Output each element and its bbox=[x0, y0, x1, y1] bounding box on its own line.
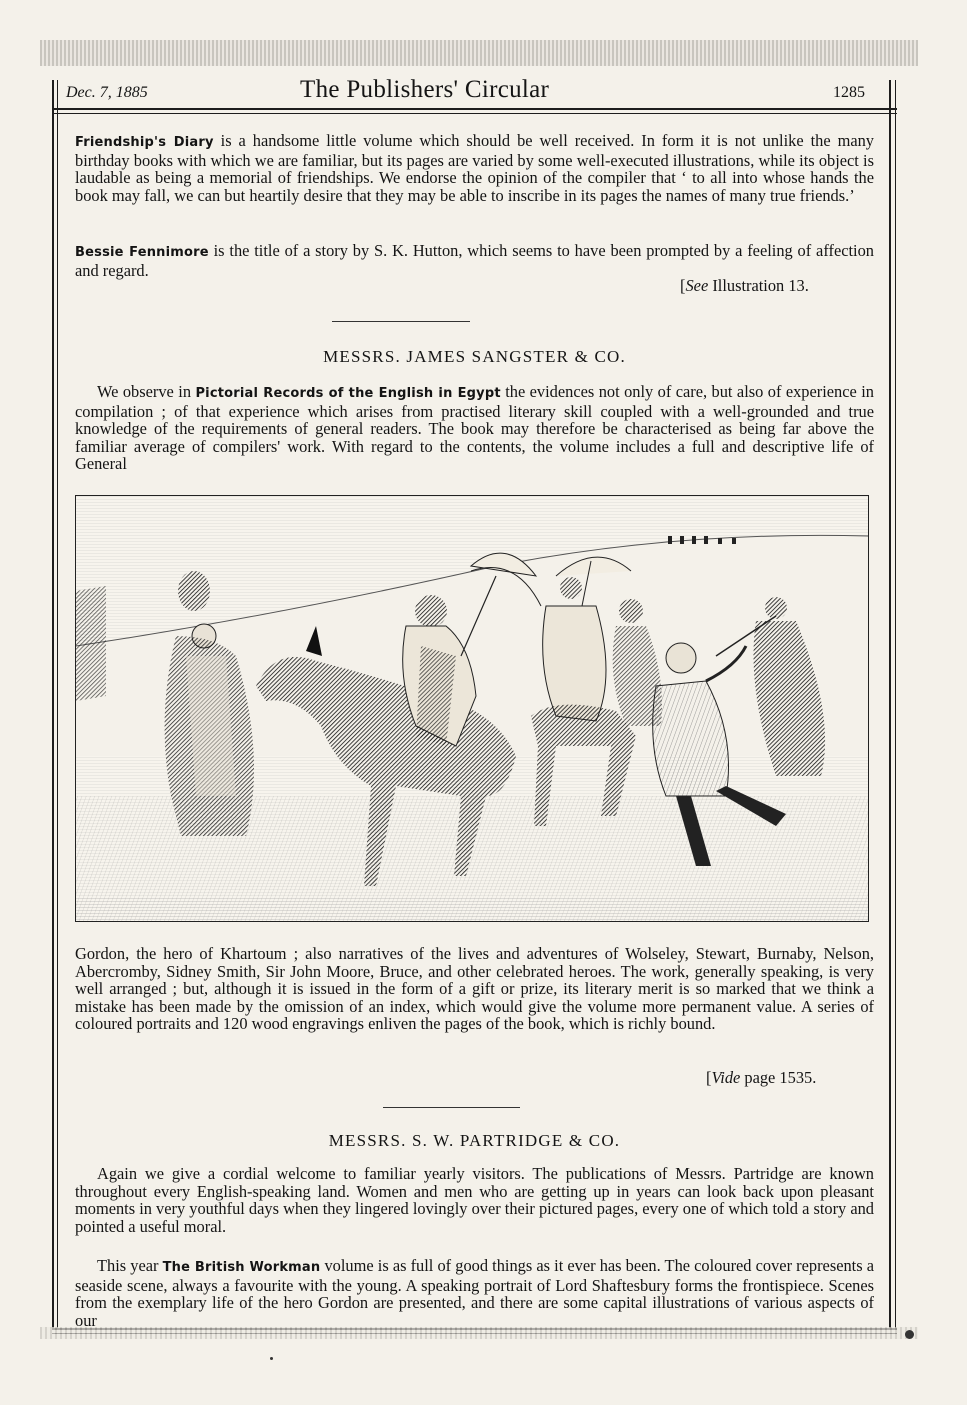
sangster-text: the evidences not only of care, but also of experience in compilation ; of that experience which arises from practised literary skill coupled with a well-grounded and true knowledge of the requirements of general readers. The book may therefore be characterised as being far above the familiar average of compilers' work. With regard to the contents, the volume includes a full and descriptive life of General bbox=[75, 382, 874, 474]
book-title-bessie-fennimore: Bessie Fennimore bbox=[75, 245, 209, 260]
book-title-friendships-diary: Friendship's Diary bbox=[75, 135, 214, 150]
vide-word: Vide bbox=[711, 1068, 741, 1087]
sangster-intro: We observe in bbox=[97, 382, 196, 401]
book-title-pictorial-records: Pictorial Records of the English in Egypt bbox=[195, 386, 501, 401]
wall-structure bbox=[76, 586, 106, 701]
bessie-paragraph bbox=[75, 242, 874, 279]
illustration-number: Illustration 13. bbox=[708, 276, 809, 295]
friendship-text: is a handsome little volume which should be well received. In form it is not unlike the many birthday books with which we are familiar, but its pages are varied by some well-executed illustrations, while its object is laudable as being a memorial of friendships. We endorse the opinion of the compiler that ‘ to all into whose hands the book may fall, we can but heartily desire that they may be able to inscribe in its pages the names of many true friends.’ bbox=[75, 131, 874, 205]
engraving-illustration bbox=[75, 495, 869, 922]
right-border-rule bbox=[889, 80, 891, 1330]
page-number: 1285 bbox=[833, 84, 865, 101]
engraving-svg bbox=[76, 496, 868, 921]
left-border-rule bbox=[52, 80, 54, 1330]
bracket: [ bbox=[706, 1068, 712, 1087]
stray-mark bbox=[270, 1357, 273, 1360]
see-word: See bbox=[685, 276, 709, 295]
illustration-reference bbox=[680, 276, 809, 296]
section-heading-sangster: MESSRS. JAMES SANGSTER & CO. bbox=[323, 347, 626, 366]
left-border-rule-inner bbox=[57, 80, 58, 1330]
book-title-british-workman: The British Workman bbox=[162, 1260, 321, 1275]
section-separator bbox=[332, 321, 470, 322]
bracket: [ bbox=[680, 276, 686, 295]
header-decorative-band bbox=[40, 40, 918, 66]
header-rule bbox=[52, 108, 897, 110]
page-reference-number: page 1535. bbox=[740, 1068, 817, 1087]
section-separator bbox=[383, 1107, 520, 1108]
issue-date: Dec. 7, 1885 bbox=[66, 84, 148, 101]
sangster-continued-paragraph: Gordon, the hero of Khartoum ; also narratives of the lives and adventures of Wolseley, Stewart, Burnaby, Nelson, Abercromby, Sidney Smith, Sir John Moore, Bruce, and other celebrated heroes. The work, generally speaking, is very well arranged ; but, although it is issued in the form of a gift or prize, its literary merit is so marked that we think a mistake has been made by the omission of an index, which would give the volume more permanent value. A series of coloured portraits and 120 wood engravings enliven the pages of the book, which is richly bound. bbox=[75, 944, 874, 1034]
partridge-text: volume is as full of good things as it ever has been. The coloured cover represents a seaside scene, always a favourite with the young. A speaking portrait of Lord Shaftesbury forms the frontispiece. Scenes from the exemplary life of the hero Gordon are presented, and there are some capital illustrations of various aspects of our bbox=[75, 1256, 875, 1330]
sangster-paragraph bbox=[75, 383, 874, 473]
right-border-rule-inner bbox=[895, 80, 896, 1330]
partridge-intro: This year bbox=[97, 1256, 163, 1275]
partridge-paragraph-1: Again we give a cordial welcome to familiar yearly visitors. The publications of Messrs. Partridge are known throughout every English-speaking land. Women and men who are getting up in years can look back upon pleasant moments in very youthful days when they lingered lovingly over their pictured pages, every one of which told a story and pointed a useful moral. bbox=[75, 1164, 874, 1236]
page-reference bbox=[706, 1068, 816, 1088]
page-title: The Publishers' Circular bbox=[300, 76, 550, 103]
section-heading-partridge: MESSRS. S. W. PARTRIDGE & CO. bbox=[328, 1131, 621, 1150]
ornament-icon bbox=[905, 1330, 914, 1339]
header-rule-inner bbox=[52, 113, 897, 114]
bessie-text: is the title of a story by S. K. Hutton, which seems to have been prompted by a feeling of affection and regard. bbox=[75, 241, 874, 280]
partridge-paragraph-2 bbox=[75, 1257, 874, 1329]
friendship-paragraph bbox=[75, 132, 874, 204]
